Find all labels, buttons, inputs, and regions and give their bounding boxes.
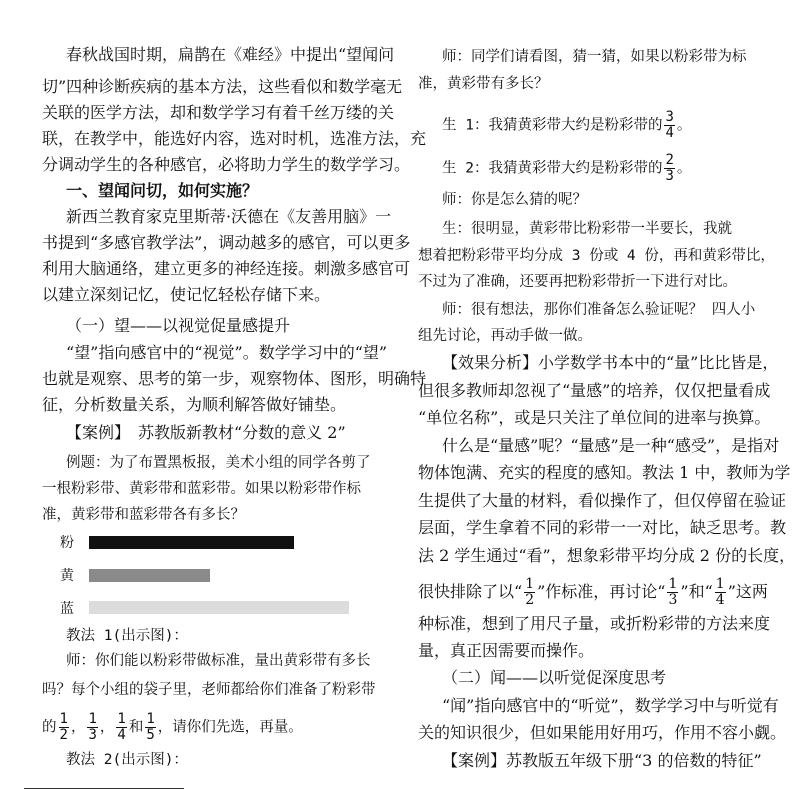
text-line: 层面，学生拿着不同的彩带一一对比，缺乏思考。教 (418, 518, 787, 537)
text-line: 联，在教学中，能选好内容，选对时机，选准方法，充 (42, 129, 427, 148)
text-line: “单位名称”，或是只关注了单位间的进率与换算。 (418, 408, 771, 427)
student-answer: 生 1：我猜黄彩带大约是粉彩带的 $\frac{3}{4}$ 。 (442, 109, 692, 141)
case-heading: 【案例】 苏教版新教材“分数的意义 2” (66, 423, 346, 442)
text-line: 吗？每个小组的袋子里，老师都给你们准备了粉彩带 (42, 682, 376, 698)
text-line: 生：很明显，黄彩带比粉彩带一半要长，我就 (442, 221, 732, 237)
student-answer: 生 2：我猜黄彩带大约是粉彩带的 $\frac{2}{3}$ 。 (442, 152, 692, 184)
example-line: 准，黄彩带和蓝彩带各有多长？ (42, 507, 245, 523)
text-line: “望”指向感官中的“视觉”。数学学习中的“望” (66, 343, 388, 362)
blue-ribbon-bar (89, 601, 349, 614)
text-line: 关联的医学方法，却和数学学习有着千丝万缕的关 (42, 103, 395, 122)
text-line: 量，真正因需要而操作。 (418, 641, 595, 660)
text-line: 也就是观察、思考的第一步，观察物体、图形，明确特 (42, 369, 427, 388)
subsection-heading: （一）望——以视觉促量感提升 (66, 316, 291, 335)
text-line: 师：很有想法，那你们准备怎么验证呢？ 四人小 (442, 302, 756, 318)
method-heading: 教法 2(出示图)： (66, 752, 188, 768)
example-line: 例题：为了布置黑板报，美术小组的同学各剪了 (66, 455, 371, 471)
method-heading: 教法 1(出示图)： (66, 628, 188, 644)
fraction: $\frac{1}{4}$ (715, 576, 725, 608)
text-line: 春秋战国时期，扁鹊在《难经》中提出“望闻问 (66, 45, 395, 64)
text-line: 法 2 学生通过“看”，想象彩带平均分成 2 份的长度， (418, 546, 796, 565)
bar-label-pink: 粉 (60, 535, 74, 551)
text-line: 种标准，想到了用尺子量，或折粉彩带的方法来度 (418, 614, 771, 633)
text-line: 什么是“量感”呢？“量感”是一种“感受”，是指对 (442, 436, 780, 455)
yellow-ribbon-bar (89, 569, 210, 582)
text-line-with-fractions: 的 $\frac{1}{2}$ ， $\frac{1}{3}$ ， $\frac{1}{4}$ 和 $\frac{1}{5}$ ，请你们先选，再量。 (42, 711, 303, 743)
fraction: $\frac{1}{2}$ (525, 576, 535, 608)
text-line: 准，黄彩带有多长？ (418, 76, 549, 92)
fraction: $\frac{1}{5}$ (146, 711, 155, 743)
text-line: 想着把粉彩带平均分成 3 份或 4 份，再和黄彩带比， (418, 248, 775, 264)
text-line: 师：同学们请看图，猜一猜，如果以粉彩带为标 (442, 49, 747, 65)
text-line: 切”四种诊断疾病的基本方法，这些看似和数学毫无 (42, 77, 403, 96)
section-heading: 一、望闻问切，如何实施？ (66, 181, 259, 200)
text-line: 新西兰教育家克里斯蒂·沃德在《友善用脑》一 (66, 207, 392, 226)
fraction: $\frac{3}{4}$ (665, 109, 674, 141)
footnote-divider (24, 788, 184, 789)
fraction: $\frac{2}{3}$ (665, 152, 674, 184)
analysis-line: 【效果分析】小学数学书本中的“量”比比皆是， (442, 353, 779, 372)
subsection-heading: （二）闻——以听觉促深度思考 (442, 668, 667, 687)
text-line: 物体饱满、充实的程度的感知。教法 1 中，教师为学 (418, 463, 791, 482)
text-line: 师：你是怎么猜的呢？ (442, 192, 587, 208)
bar-label-blue: 蓝 (60, 601, 74, 617)
text-line: 不过为了准确，还要再把粉彩带折一下进行对比。 (418, 274, 737, 290)
text-line-with-fractions: 很快排除了以“ $\frac{1}{2}$ ”作标准，再讨论“ $\frac{1}{3}$ ”和“ $\frac{1}{4}$ ”这两 (418, 576, 768, 608)
pink-ribbon-bar (89, 536, 294, 549)
text-line: 分调动学生的各种感官，必将助力学生的数学学习。 (42, 155, 411, 174)
text-line: 组先讨论，再动手做一做。 (418, 328, 592, 344)
example-line: 一根粉彩带、黄彩带和蓝彩带。如果以粉彩带作标 (42, 481, 361, 497)
text-line: 书提到“多感官教学法”，调动越多的感官，可以更多 (42, 233, 411, 252)
text-line: 关的知识很少，但如果能用好用巧，作用不容小觑。 (418, 723, 787, 742)
text-line: 利用大脑通络，建立更多的神经连接。刺激多感官可 (42, 259, 411, 278)
text-line: 师：你们能以粉彩带做标准，量出黄彩带有多长 (66, 653, 371, 669)
text-line: 但很多教师却忽视了“量感”的培养，仅仅把量看成 (418, 381, 771, 400)
text-line: “闻”指向感官中的“听觉”，数学学习中与听觉有 (442, 696, 779, 715)
text-line: 以建立深刻记忆，使记忆轻松存储下来。 (42, 285, 331, 304)
case-heading: 【案例】苏教版五年级下册“3 的倍数的特征” (442, 751, 762, 770)
fraction: $\frac{1}{2}$ (59, 711, 68, 743)
fraction: $\frac{1}{3}$ (88, 711, 97, 743)
fraction: $\frac{1}{4}$ (117, 711, 126, 743)
text-line: 征，分析数量关系，为顺利解答做好铺垫。 (42, 395, 347, 414)
bar-label-yellow: 黄 (60, 568, 74, 584)
fraction: $\frac{1}{3}$ (668, 576, 678, 608)
text-line: 生提供了大量的材料，看似操作了，但仅停留在验证 (418, 491, 787, 510)
